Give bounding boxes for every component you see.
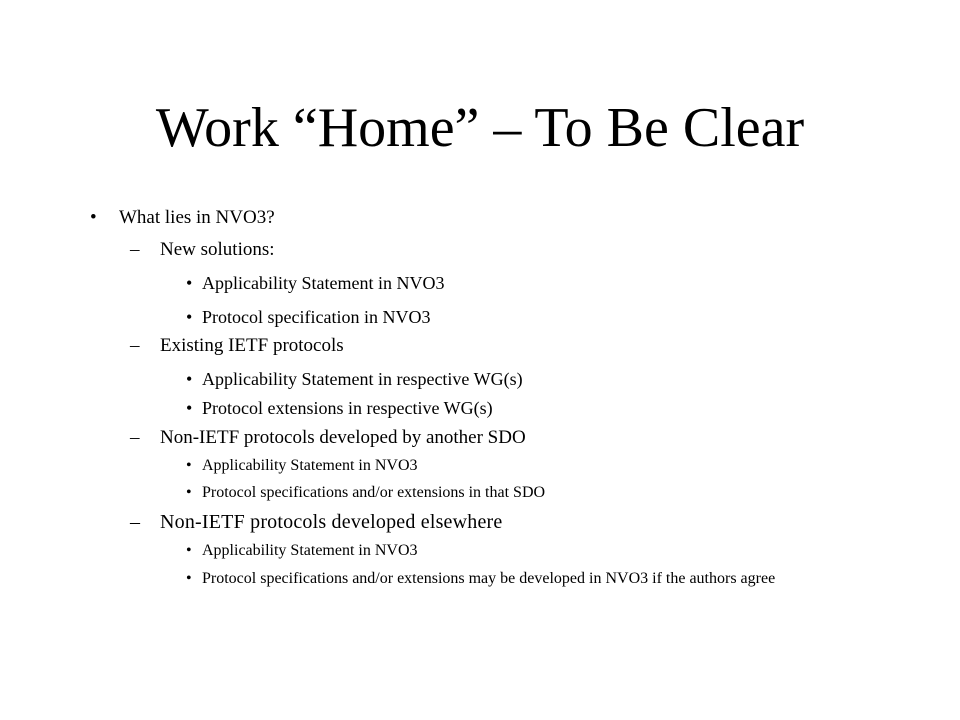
list-item-text: Applicability Statement in NVO3 [202,457,418,474]
bullet-marker: • [186,457,192,474]
dash-marker: – [130,335,140,356]
bullet-marker: • [186,369,193,389]
list-item-text: Protocol specification in NVO3 [202,307,431,327]
list-item-text: Applicability Statement in NVO3 [202,273,445,293]
bullet-marker: • [186,484,192,501]
list-item-level3 [186,367,523,391]
bullet-marker: • [186,307,193,327]
list-item-level3 [186,483,545,503]
list-item-text: What lies in NVO3? [119,207,275,228]
list-item-text: Protocol specifications and/or extensions in that SDO [202,484,546,501]
bullet-marker: • [186,542,192,559]
bullet-marker: • [90,207,97,228]
list-item-text: Non-IETF protocols developed by another SDO [160,427,526,448]
list-item-text: Protocol extensions in respective WG(s) [202,398,493,418]
dash-marker: – [130,511,141,533]
dash-marker: – [130,427,140,448]
list-item-text: Applicability Statement in respective WG(s) [202,369,523,389]
list-item-text: Existing IETF protocols [160,335,344,356]
bullet-marker: • [186,273,193,293]
list-item-level3 [186,396,493,420]
list-item-level2 [130,334,344,358]
list-item-text: Protocol specifications and/or extensions may be developed in NVO3 if the authors agree [202,570,776,587]
list-item-level3 [186,456,418,476]
list-item-level3 [186,571,866,587]
list-item-level3 [186,271,444,295]
list-item-level3 [186,305,430,329]
slide-title: Work “Home” – To Be Clear [155,97,805,159]
list-item-level2 [130,509,503,535]
dash-marker: – [130,239,140,260]
list-item-text: Non-IETF protocols developed elsewhere [160,511,503,533]
list-item-level2 [130,238,275,262]
list-item-text: Applicability Statement in NVO3 [202,542,418,559]
list-item-level3 [186,541,418,561]
bullet-marker: • [186,398,193,418]
list-item-level1 [90,206,275,230]
list-item-text: New solutions: [160,239,275,260]
bullet-marker: • [186,570,192,587]
list-item-level2 [130,426,526,450]
